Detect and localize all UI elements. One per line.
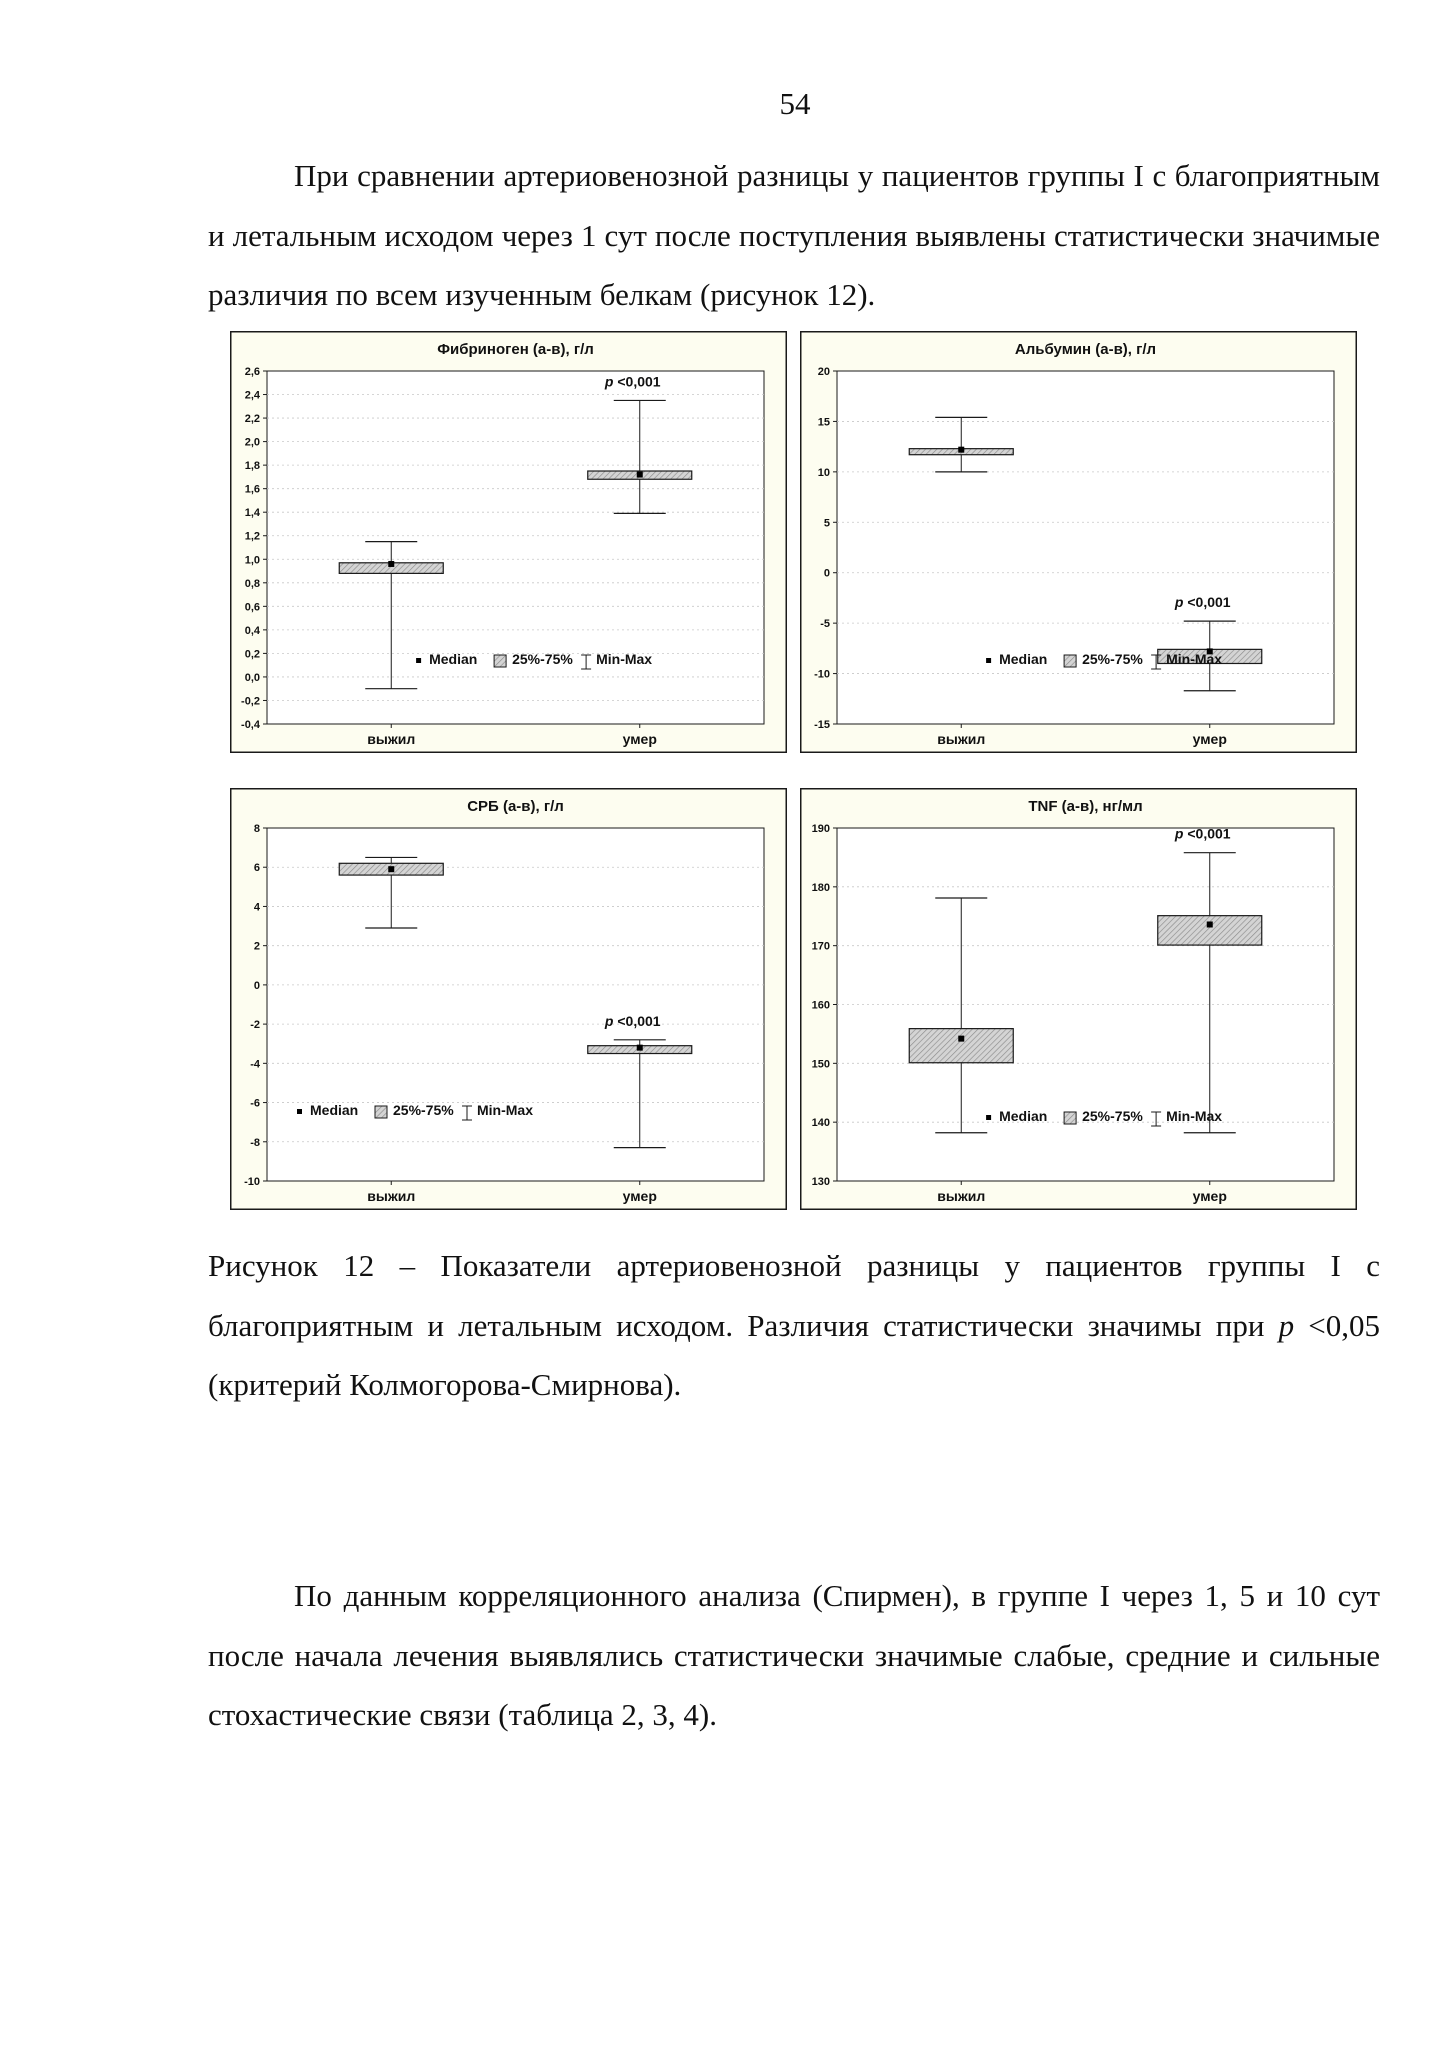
y-tick-label: 180 xyxy=(811,881,830,894)
legend xyxy=(986,1108,1222,1126)
page-number: 54 xyxy=(779,86,811,121)
legend-box-label: 25%-75% xyxy=(393,1102,454,1118)
chart-panel-albumin xyxy=(800,331,1357,753)
y-tick-label: -2 xyxy=(250,1019,260,1032)
y-tick-label: 1,0 xyxy=(244,554,260,567)
y-tick-label: 0 xyxy=(823,567,830,580)
y-tick-label: 0,4 xyxy=(244,624,260,637)
x-tick-label: выжил xyxy=(367,731,416,747)
median-marker xyxy=(388,866,394,872)
p-value-annotation xyxy=(604,373,661,389)
p-value-text: <0,001 xyxy=(1183,594,1231,611)
y-tick-label: 10 xyxy=(817,466,830,479)
y-tick-label: 1,2 xyxy=(244,530,260,543)
x-tick-label: умер xyxy=(622,731,657,747)
y-tick-label: 2,6 xyxy=(244,366,260,378)
legend-box-icon xyxy=(494,655,506,667)
legend xyxy=(297,1102,533,1120)
y-tick-label: 1,6 xyxy=(244,483,260,496)
y-tick-label: 0,0 xyxy=(244,671,260,684)
correlation-paragraph: По данным корреляционного анализа (Спирмен), в группе I через 1, 5 и 10 сут после начала лечения выявлялись статистически значимые слабые, средние и сильные стохастические связи (таблица 2, 3, 4). xyxy=(208,1578,1380,1732)
y-tick-label: 15 xyxy=(817,416,830,429)
y-tick-label: -0,2 xyxy=(241,695,260,708)
y-tick-label: 5 xyxy=(823,517,830,530)
p-value-text: <0,001 xyxy=(1183,825,1231,842)
chart-title: Альбумин (а-в), г/л xyxy=(1014,341,1157,358)
legend-box-icon xyxy=(375,1106,387,1118)
median-marker xyxy=(958,1036,964,1042)
y-tick-label: 160 xyxy=(811,999,830,1012)
y-tick-label: -15 xyxy=(814,719,830,731)
legend-box-label: 25%-75% xyxy=(1082,1108,1143,1124)
legend xyxy=(416,651,652,669)
y-tick-label: 190 xyxy=(811,823,830,835)
x-tick-label: выжил xyxy=(367,1188,416,1204)
y-tick-label: 2,0 xyxy=(244,436,260,449)
legend xyxy=(986,651,1222,669)
legend-box-label: 25%-75% xyxy=(1082,651,1143,667)
median-marker xyxy=(637,1045,643,1051)
legend-median-label: Median xyxy=(999,1108,1048,1124)
x-tick-label: умер xyxy=(1192,1188,1227,1204)
intro-paragraph: При сравнении артериовенозной разницы у пациентов группы I с благоприятным и летальным исходом через 1 сут после поступления выявлены статистически значимые различия по всем изученным белкам (рисунок 12). xyxy=(208,158,1380,312)
median-marker xyxy=(637,472,643,478)
y-tick-label: 2,4 xyxy=(244,389,260,402)
chart-panel-crp xyxy=(230,788,787,1210)
caption-text: Рисунок 12 – Показатели артериовенозной разницы у пациентов группы I с благоприятным и летальным исходом. Различия статистически значимы при xyxy=(208,1248,1380,1343)
chart-title: Фибриноген (а-в), г/л xyxy=(437,341,594,358)
legend-whisker-label: Min-Max xyxy=(1166,651,1223,667)
median-marker xyxy=(958,447,964,453)
x-tick-label: умер xyxy=(622,1188,657,1204)
y-tick-label: -10 xyxy=(814,668,830,681)
y-tick-label: -8 xyxy=(250,1136,260,1149)
x-tick-label: выжил xyxy=(937,731,986,747)
y-tick-label: 170 xyxy=(811,940,830,953)
y-tick-label: -4 xyxy=(250,1058,260,1071)
p-value-annotation xyxy=(604,1013,661,1029)
legend-whisker-label: Min-Max xyxy=(477,1102,533,1118)
y-tick-label: 150 xyxy=(811,1058,830,1071)
y-tick-label: 2 xyxy=(253,940,260,953)
y-tick-label: -0,4 xyxy=(241,719,260,731)
y-tick-label: 140 xyxy=(811,1117,830,1130)
y-tick-label: 0,2 xyxy=(244,648,260,661)
caption-p-symbol: p xyxy=(1278,1307,1295,1343)
p-symbol: p xyxy=(1174,594,1184,611)
y-tick-label: 20 xyxy=(817,366,830,378)
p-value-text: <0,001 xyxy=(613,1012,661,1029)
y-tick-label: 0,6 xyxy=(244,601,260,614)
legend-median-label: Median xyxy=(999,651,1048,667)
y-tick-label: 8 xyxy=(253,823,260,835)
iqr-box xyxy=(1158,916,1262,945)
chart-title: TNF (а-в), нг/мл xyxy=(1028,798,1143,815)
legend-box-icon xyxy=(1064,655,1076,667)
caption-threshold: <0,05 (критерий Колмогорова-Смирнова). xyxy=(208,1307,1381,1402)
legend-median-icon xyxy=(297,1109,302,1114)
plot-area xyxy=(837,825,1334,1181)
legend-median-icon xyxy=(986,1115,991,1120)
y-tick-label: 2,2 xyxy=(244,413,260,426)
y-tick-label: 6 xyxy=(253,862,260,875)
x-tick-label: умер xyxy=(1192,731,1227,747)
y-tick-label: 4 xyxy=(253,901,260,914)
plot-area xyxy=(267,371,764,724)
y-tick-label: -6 xyxy=(250,1097,260,1110)
y-tick-label: 130 xyxy=(811,1176,830,1188)
legend-box-icon xyxy=(1064,1112,1076,1124)
legend-median-icon xyxy=(416,658,421,663)
p-symbol: p xyxy=(604,373,614,390)
y-tick-label: 1,8 xyxy=(244,460,260,473)
y-tick-label: 1,4 xyxy=(244,507,260,520)
figure-caption xyxy=(208,1236,1380,1415)
y-tick-label: 0 xyxy=(253,979,260,992)
p-symbol: p xyxy=(604,1012,614,1029)
x-tick-label: выжил xyxy=(937,1188,986,1204)
y-tick-label: -5 xyxy=(820,618,830,631)
iqr-box xyxy=(909,1029,1013,1063)
p-symbol: p xyxy=(1174,825,1184,842)
chart-panel-fibrinogen xyxy=(230,331,787,753)
median-marker xyxy=(388,561,394,567)
y-tick-label: 0,8 xyxy=(244,577,260,590)
p-value-annotation xyxy=(1174,594,1231,610)
median-marker xyxy=(1207,921,1213,927)
p-value-text: <0,001 xyxy=(613,373,661,390)
chart-panel-tnf xyxy=(800,788,1357,1210)
chart-title: СРБ (а-в), г/л xyxy=(467,798,564,815)
legend-whisker-label: Min-Max xyxy=(596,651,653,667)
p-value-annotation xyxy=(1174,826,1231,842)
legend-median-icon xyxy=(986,658,991,663)
plot-area xyxy=(267,828,764,1181)
legend-whisker-label: Min-Max xyxy=(1166,1108,1223,1124)
plot-area xyxy=(837,371,1334,724)
legend-median-label: Median xyxy=(310,1102,359,1118)
legend-median-label: Median xyxy=(429,651,478,667)
y-tick-label: -10 xyxy=(244,1176,260,1188)
legend-box-label: 25%-75% xyxy=(512,651,573,667)
